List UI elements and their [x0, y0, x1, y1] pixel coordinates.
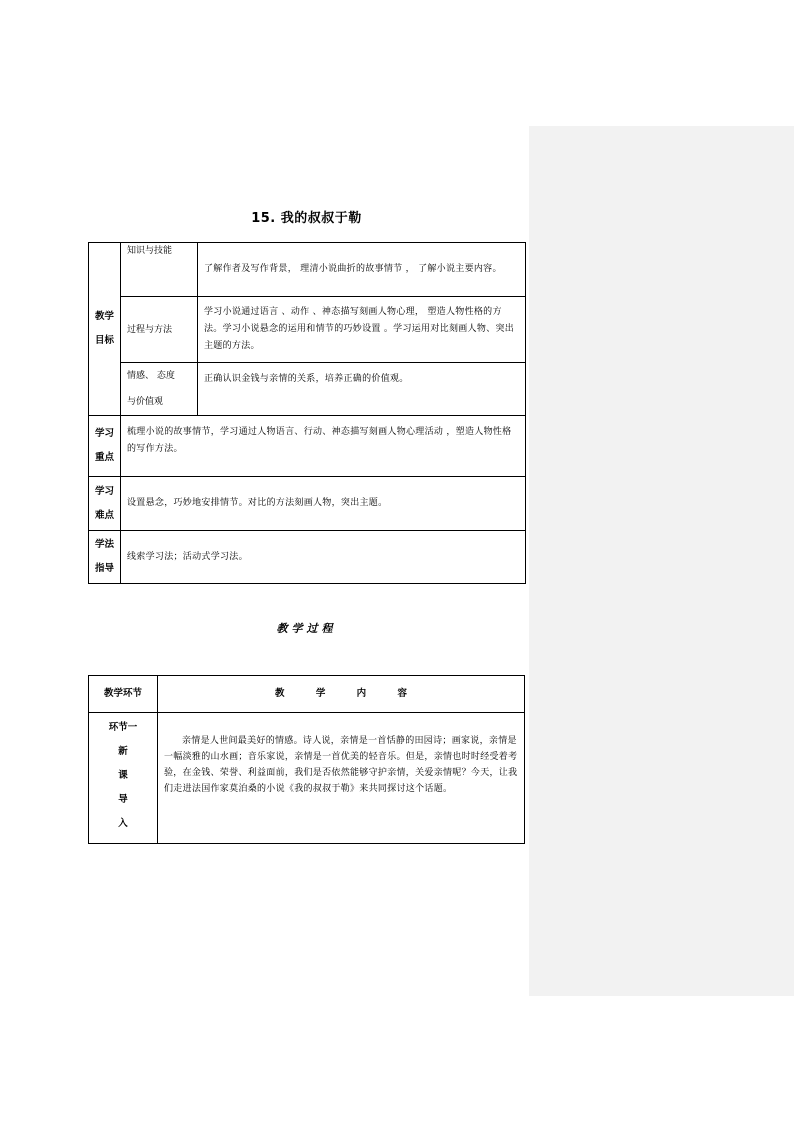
difficulties-label: 学习 难点 — [89, 477, 121, 531]
process-table — [88, 675, 525, 844]
process-heading: 教学过程 — [276, 622, 337, 635]
document-title: 15. 我的叔叔于勒 — [251, 211, 362, 226]
process-intro-text: 亲情是人世间最美好的情感。诗人说，亲情是一首恬静的田园诗；画家说，亲情是一幅淡雅的山水画；音乐家说，亲情是一首优美的轻音乐。但是，亲情也时时经受着考验，在金钱、荣誉、利益面前，我们是否依然能够守护亲情，关爱亲情呢？今天，让我们走进法国作家莫泊桑的小说《我的叔叔于勒》来共同探讨这个话题。 — [158, 713, 525, 844]
objective-text-process: 学习小说通过语言 、动作 、神态描写刻画人物心理， 塑造人物性格的方法。学习小说悬念的运用和情节的巧妙设置 。学习运用对比刻画人物、突出主题的方法。 — [198, 297, 526, 363]
method-label: 学法 指导 — [89, 531, 121, 584]
objective-text-knowledge: 了解作者及写作背景， 理清小说曲折的故事情节 ， 了解小说主要内容。 — [198, 243, 526, 297]
difficulties-text: 设置悬念，巧妙地安排情节。对比的方法刻画人物，突出主题。 — [121, 477, 526, 531]
objective-text-values: 正确认识金钱与亲情的关系，培养正确的价值观。 — [198, 363, 526, 416]
process-header-content: 教 学 内 容 — [158, 676, 525, 713]
objective-sublabel-values: 情感、 态度 与价值观 — [121, 363, 198, 416]
comment-pane — [529, 126, 794, 996]
key-points-text: 梳理小说的故事情节，学习通过人物语言、行动、神态描写刻画人物心理活动 ，塑造人物性格的写作方法。 — [121, 416, 526, 477]
objective-sublabel-knowledge: 知识与技能 — [121, 243, 198, 297]
objectives-table — [88, 242, 526, 584]
objective-sublabel-process: 过程与方法 — [121, 297, 198, 363]
key-points-label: 学习 重点 — [89, 416, 121, 477]
process-header-stage: 教学环节 — [89, 676, 158, 713]
method-text: 线索学习法；活动式学习法。 — [121, 531, 526, 584]
objectives-label: 教学 目标 — [89, 243, 121, 416]
process-stage-label: 环节一 新 课 导 入 — [89, 713, 158, 844]
